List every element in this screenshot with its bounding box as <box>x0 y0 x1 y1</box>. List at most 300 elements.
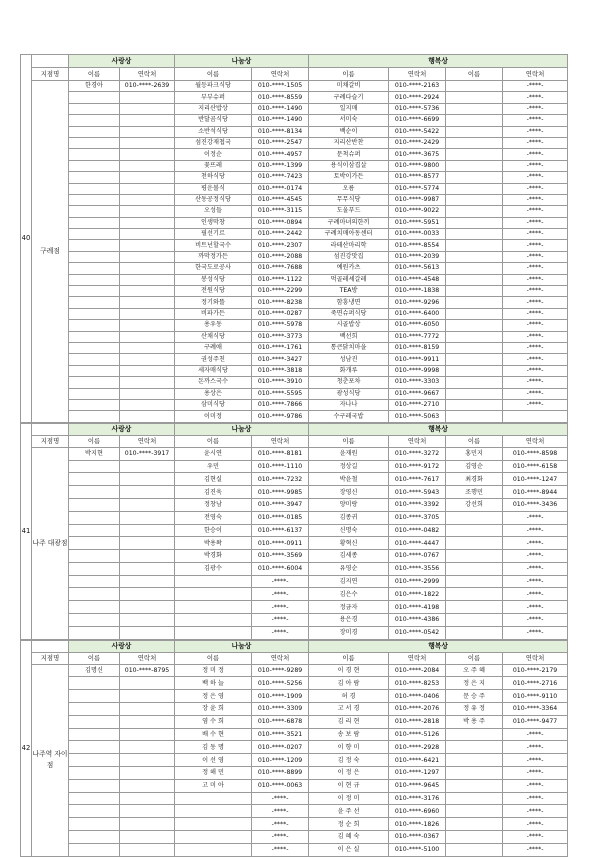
contact-cell: -****- <box>252 614 309 627</box>
table-row <box>21 183 568 194</box>
contact-cell: 010-****-2307 <box>252 240 309 251</box>
table-row <box>21 703 568 716</box>
contact-cell: 010-****-2084 <box>389 664 446 677</box>
contact-cell: 010-****-9022 <box>389 206 446 217</box>
name-cell: 무무식당 <box>309 194 389 205</box>
contact-cell: -****- <box>503 160 568 171</box>
table-row <box>21 331 568 342</box>
group-sarang: 사랑상 <box>69 640 175 652</box>
name-cell <box>69 286 120 297</box>
name-cell: 김 혜 숙 <box>309 831 389 844</box>
contact-cell: 010-****-2928 <box>389 741 446 754</box>
table-row <box>21 217 568 228</box>
name-cell <box>446 263 503 274</box>
name-cell: 박 용 주 <box>446 715 503 728</box>
contact-cell: 010-****-1761 <box>252 342 309 353</box>
table-row <box>21 626 568 639</box>
contact-cell: -****- <box>252 575 309 588</box>
col-name-header: 이름 <box>446 652 503 664</box>
contact-cell: -****- <box>503 286 568 297</box>
contact-cell <box>120 411 175 422</box>
name-cell <box>446 779 503 792</box>
contact-cell: 010-****-6421 <box>389 754 446 767</box>
table-row <box>21 843 568 856</box>
name-cell <box>69 331 120 342</box>
contact-cell: -****- <box>503 229 568 240</box>
contact-cell: -****- <box>503 92 568 103</box>
contact-cell: 010-****-6158 <box>503 460 568 473</box>
contact-cell: 010-****-3115 <box>252 206 309 217</box>
name-cell <box>446 183 503 194</box>
contact-cell <box>120 137 175 148</box>
name-cell: 김지연 <box>309 575 389 588</box>
name-cell <box>446 342 503 353</box>
name-cell: 미채갈비 <box>309 81 389 92</box>
name-cell <box>69 103 120 114</box>
name-cell: 문 승 주 <box>446 690 503 703</box>
name-cell: 광성식당 <box>309 388 389 399</box>
name-cell: 한국도로공사 <box>175 263 252 274</box>
name-cell: 비파가든 <box>175 308 252 319</box>
contact-cell: 010-****-3818 <box>252 365 309 376</box>
table-row <box>21 524 568 537</box>
table-row <box>21 460 568 473</box>
contact-cell: 010-****-2429 <box>389 137 446 148</box>
branch-name: 나주 대광점 <box>32 447 69 639</box>
contact-cell <box>120 550 175 563</box>
contact-cell: 010-****-1822 <box>389 588 446 601</box>
contact-cell: 010-****-6699 <box>389 115 446 126</box>
contact-cell <box>120 217 175 228</box>
contact-cell: -****- <box>503 263 568 274</box>
table-row <box>21 126 568 137</box>
name-cell <box>69 741 120 754</box>
name-cell: 정 순 희 <box>309 818 389 831</box>
name-cell: 윤재원 <box>309 447 389 460</box>
name-cell <box>69 550 120 563</box>
name-cell: 전영숙 <box>175 511 252 524</box>
table-row <box>21 115 568 126</box>
contact-cell: 010-****-1826 <box>389 818 446 831</box>
contact-cell <box>120 126 175 137</box>
contact-cell: -****- <box>503 206 568 217</box>
name-cell <box>446 160 503 171</box>
name-cell: 라테산마리학 <box>309 240 389 251</box>
name-cell: 우민 <box>175 460 252 473</box>
name-cell: 섬진강재첩국 <box>175 137 252 148</box>
table-row <box>21 447 568 460</box>
name-cell <box>69 217 120 228</box>
col-branch-header: 지점명 <box>32 652 69 664</box>
contact-cell: -****- <box>503 365 568 376</box>
name-cell <box>69 511 120 524</box>
name-cell: 이 정 은 <box>309 767 389 780</box>
contact-cell: -****- <box>503 240 568 251</box>
contact-cell: 010-****-1399 <box>252 160 309 171</box>
contact-cell <box>120 115 175 126</box>
contact-cell: -****- <box>252 792 309 805</box>
name-cell: 유영순 <box>309 562 389 575</box>
contact-cell <box>120 331 175 342</box>
name-cell <box>175 614 252 627</box>
name-cell <box>69 818 120 831</box>
name-cell: 월등파크식당 <box>175 81 252 92</box>
contact-cell <box>120 194 175 205</box>
name-cell <box>446 388 503 399</box>
contact-cell: -****- <box>503 524 568 537</box>
name-cell: 고 미 아 <box>175 779 252 792</box>
name-cell: 도울푸드 <box>309 206 389 217</box>
name-cell <box>69 149 120 160</box>
col-name-header: 이름 <box>446 435 503 447</box>
name-cell <box>69 240 120 251</box>
contact-cell: -****- <box>503 172 568 183</box>
name-cell <box>446 614 503 627</box>
contact-cell: -****- <box>503 308 568 319</box>
contact-cell: 010-****-6050 <box>389 320 446 331</box>
table-row <box>21 511 568 524</box>
contact-cell: -****- <box>252 588 309 601</box>
name-cell <box>69 588 120 601</box>
branch-name: 나주역 자이점 <box>32 664 69 856</box>
contact-cell <box>120 818 175 831</box>
name-cell <box>69 767 120 780</box>
contact-cell: 010-****-5100 <box>389 843 446 856</box>
contact-cell <box>120 588 175 601</box>
contact-cell: 010-****-3521 <box>252 728 309 741</box>
name-cell: 예원카츠 <box>309 263 389 274</box>
contact-cell: -****- <box>503 183 568 194</box>
contact-cell: -****- <box>252 831 309 844</box>
contact-cell: -****- <box>503 537 568 550</box>
name-cell: 정상길 <box>309 460 389 473</box>
contact-cell <box>120 715 175 728</box>
table-row <box>21 365 568 376</box>
contact-cell: 010-****-9786 <box>252 411 309 422</box>
name-cell: 용상은 <box>175 388 252 399</box>
name-cell <box>446 524 503 537</box>
table-row <box>21 297 568 308</box>
name-cell: 배 수 현 <box>175 728 252 741</box>
contact-cell: 010-****-5613 <box>389 263 446 274</box>
contact-cell <box>120 365 175 376</box>
contact-cell: 010-****-0482 <box>389 524 446 537</box>
name-cell <box>69 320 120 331</box>
contact-cell: -****- <box>503 126 568 137</box>
name-cell <box>69 206 120 217</box>
table-row <box>21 690 568 703</box>
section-table-42 <box>20 640 568 857</box>
section-body-42 <box>21 640 568 856</box>
contact-cell: -****- <box>503 741 568 754</box>
contact-cell: 010-****-5422 <box>389 126 446 137</box>
contact-cell: 010-****-3569 <box>252 550 309 563</box>
contact-cell: 010-****-3675 <box>389 149 446 160</box>
contact-cell: 010-****-0767 <box>389 550 446 563</box>
name-cell: 꽃뜨레 <box>175 160 252 171</box>
contact-cell: -****- <box>503 377 568 388</box>
name-cell: 장미경 <box>309 626 389 639</box>
name-cell: 필선기르 <box>175 229 252 240</box>
contact-cell: 010-****-3427 <box>252 354 309 365</box>
name-cell: 정 해 민 <box>175 767 252 780</box>
contact-cell <box>120 805 175 818</box>
contact-cell: 010-****-8944 <box>503 486 568 499</box>
table-row <box>21 286 568 297</box>
contact-cell: -****- <box>503 831 568 844</box>
name-cell: 박지현 <box>69 447 120 460</box>
name-cell: 죽면슈퍼식당 <box>309 308 389 319</box>
name-cell <box>446 754 503 767</box>
name-cell: 김세종 <box>309 550 389 563</box>
contact-cell: 010-****-2039 <box>389 251 446 262</box>
name-cell: 문척슈퍼 <box>309 149 389 160</box>
contact-cell <box>120 460 175 473</box>
name-cell <box>69 354 120 365</box>
contact-cell: 010-****-1122 <box>252 274 309 285</box>
name-cell <box>69 754 120 767</box>
col-contact-header: 연락처 <box>389 435 446 447</box>
name-cell: 돈까스국수 <box>175 377 252 388</box>
table-row <box>21 263 568 274</box>
name-cell: 이정순 <box>175 149 252 160</box>
table-row <box>21 728 568 741</box>
name-cell <box>446 805 503 818</box>
name-cell: 이 경 현 <box>309 664 389 677</box>
name-cell: 한경아 <box>69 81 120 92</box>
table-row <box>21 715 568 728</box>
contact-cell: 010-****-9477 <box>503 715 568 728</box>
name-cell <box>69 524 120 537</box>
contact-cell: -****- <box>503 601 568 614</box>
contact-cell <box>120 831 175 844</box>
name-cell: 양미랑 <box>309 498 389 511</box>
table-row <box>21 206 568 217</box>
table-row <box>21 601 568 614</box>
table-row <box>21 498 568 511</box>
name-cell: 용은경 <box>309 614 389 627</box>
contact-cell <box>120 103 175 114</box>
name-cell: 김광수 <box>175 562 252 575</box>
contact-cell: 010-****-0894 <box>252 217 309 228</box>
contact-cell <box>120 229 175 240</box>
contact-cell <box>120 206 175 217</box>
name-cell: 산채식당 <box>175 331 252 342</box>
name-cell: 정 은 지 <box>446 677 503 690</box>
name-cell: 화개루 <box>309 365 389 376</box>
name-cell: 박용왁 <box>175 537 252 550</box>
contact-cell <box>503 411 568 422</box>
contact-cell: 010-****-1110 <box>252 460 309 473</box>
table-row <box>21 588 568 601</box>
name-cell: 김은수 <box>309 588 389 601</box>
contact-cell: -****- <box>252 626 309 639</box>
name-cell: 김진욱 <box>175 486 252 499</box>
contact-cell: -****- <box>503 614 568 627</box>
contact-cell: 010-****-6137 <box>252 524 309 537</box>
table-row <box>21 818 568 831</box>
name-cell <box>446 575 503 588</box>
name-cell: 최경화 <box>446 473 503 486</box>
name-cell: 인생막창 <box>175 217 252 228</box>
name-cell <box>69 614 120 627</box>
contact-cell <box>120 511 175 524</box>
name-cell: 정 미 정 <box>175 664 252 677</box>
name-cell: 김명신 <box>69 664 120 677</box>
contact-cell: 010-****-3303 <box>389 377 446 388</box>
name-cell <box>446 286 503 297</box>
name-cell: 지리산밥상 <box>175 103 252 114</box>
contact-cell <box>120 274 175 285</box>
contact-cell <box>120 703 175 716</box>
contact-cell: 010-****-1505 <box>252 81 309 92</box>
contact-cell: 010-****-7232 <box>252 473 309 486</box>
col-contact-header: 연락처 <box>389 652 446 664</box>
name-cell <box>69 251 120 262</box>
name-cell: 구례치매아동센터 <box>309 229 389 240</box>
contact-cell: 010-****-8899 <box>252 767 309 780</box>
name-cell <box>446 206 503 217</box>
name-cell <box>446 115 503 126</box>
contact-cell: 010-****-3309 <box>252 703 309 716</box>
contact-cell: 010-****-1490 <box>252 115 309 126</box>
name-cell: 먹골레셰갈레 <box>309 274 389 285</box>
table-row <box>21 550 568 563</box>
contact-cell: 010-****-8159 <box>389 342 446 353</box>
contact-cell: 010-****-8795 <box>120 664 175 677</box>
section-table-41 <box>20 423 568 640</box>
group-sarang: 사랑상 <box>69 423 175 435</box>
name-cell: 평운볼식 <box>175 183 252 194</box>
col-name-header: 이름 <box>309 435 389 447</box>
table-row <box>21 677 568 690</box>
name-cell <box>446 411 503 422</box>
name-cell: 정 은 영 <box>175 690 252 703</box>
contact-cell: 010-****-3947 <box>252 498 309 511</box>
table-row <box>21 831 568 844</box>
name-cell <box>69 715 120 728</box>
branch-contact-sheet <box>20 54 567 857</box>
table-row <box>21 81 568 92</box>
name-cell <box>446 126 503 137</box>
col-contact-header: 연락처 <box>252 68 309 81</box>
contact-cell: 010-****-2999 <box>389 575 446 588</box>
name-cell <box>69 160 120 171</box>
contact-cell <box>120 286 175 297</box>
name-cell <box>69 562 120 575</box>
contact-cell <box>120 728 175 741</box>
contact-cell: 010-****-2088 <box>252 251 309 262</box>
table-row <box>21 805 568 818</box>
col-contact-header: 연락처 <box>503 435 568 447</box>
name-cell: 구례다슬기 <box>309 92 389 103</box>
name-cell <box>175 626 252 639</box>
contact-cell: 010-****-9289 <box>252 664 309 677</box>
name-cell: 백선희 <box>309 331 389 342</box>
table-row <box>21 399 568 410</box>
contact-cell: 010-****-7866 <box>252 399 309 410</box>
group-blank-cell <box>32 423 69 435</box>
col-contact-header: 연락처 <box>252 435 309 447</box>
contact-cell: 010-****-5126 <box>389 728 446 741</box>
table-row <box>21 767 568 780</box>
contact-cell: -****- <box>503 767 568 780</box>
name-cell <box>69 677 120 690</box>
table-row <box>21 172 568 183</box>
table-row <box>21 779 568 792</box>
name-cell <box>69 399 120 410</box>
contact-cell: 010-****-2547 <box>252 137 309 148</box>
name-cell <box>446 297 503 308</box>
col-name-header: 이름 <box>175 435 252 447</box>
contact-cell: 010-****-1297 <box>389 767 446 780</box>
contact-cell: 010-****-3392 <box>389 498 446 511</box>
name-cell: 성남진 <box>309 354 389 365</box>
contact-cell <box>120 172 175 183</box>
contact-cell <box>120 754 175 767</box>
contact-cell: -****- <box>503 562 568 575</box>
col-branch-header: 지점명 <box>32 435 69 447</box>
name-cell: 까막정가든 <box>175 251 252 262</box>
contact-cell: 010-****-7617 <box>389 473 446 486</box>
name-cell: 장영신 <box>309 486 389 499</box>
contact-cell: -****- <box>503 399 568 410</box>
col-name-header: 이름 <box>175 652 252 664</box>
name-cell <box>446 172 503 183</box>
name-cell: 세자매식당 <box>175 365 252 376</box>
contact-cell: -****- <box>503 297 568 308</box>
group-nanum: 나눔상 <box>175 55 309 68</box>
name-cell: 허 경 <box>309 690 389 703</box>
name-cell <box>69 194 120 205</box>
name-cell <box>69 792 120 805</box>
name-cell <box>69 274 120 285</box>
name-cell <box>446 792 503 805</box>
name-cell <box>175 588 252 601</box>
col-contact-header: 연락처 <box>503 652 568 664</box>
name-cell: 김 동 명 <box>175 741 252 754</box>
contact-cell: 010-****-0911 <box>252 537 309 550</box>
name-cell: 박경화 <box>175 550 252 563</box>
name-cell <box>446 365 503 376</box>
contact-cell: 010-****-5595 <box>252 388 309 399</box>
contact-cell <box>120 486 175 499</box>
contact-cell: 010-****-3910 <box>252 377 309 388</box>
contact-cell: -****- <box>503 818 568 831</box>
name-cell <box>446 831 503 844</box>
name-cell: 오 주 혜 <box>446 664 503 677</box>
name-cell: 산동공정식당 <box>175 194 252 205</box>
group-haengbok: 행복상 <box>309 640 568 652</box>
table-row <box>21 251 568 262</box>
name-cell: 한승이 <box>175 524 252 537</box>
name-cell: 일지매 <box>309 103 389 114</box>
group-haengbok: 행복상 <box>309 423 568 435</box>
contact-cell <box>120 160 175 171</box>
col-name-header: 이름 <box>446 68 503 81</box>
name-cell <box>69 229 120 240</box>
name-cell: 윤 주 선 <box>309 805 389 818</box>
name-cell: 김종귀 <box>309 511 389 524</box>
contact-cell <box>120 342 175 353</box>
contact-cell: 010-****-9667 <box>389 388 446 399</box>
contact-cell: 010-****-9800 <box>389 160 446 171</box>
contact-cell: -****- <box>503 728 568 741</box>
contact-cell: -****- <box>252 601 309 614</box>
table-row <box>21 411 568 422</box>
name-cell <box>446 354 503 365</box>
name-cell <box>69 486 120 499</box>
